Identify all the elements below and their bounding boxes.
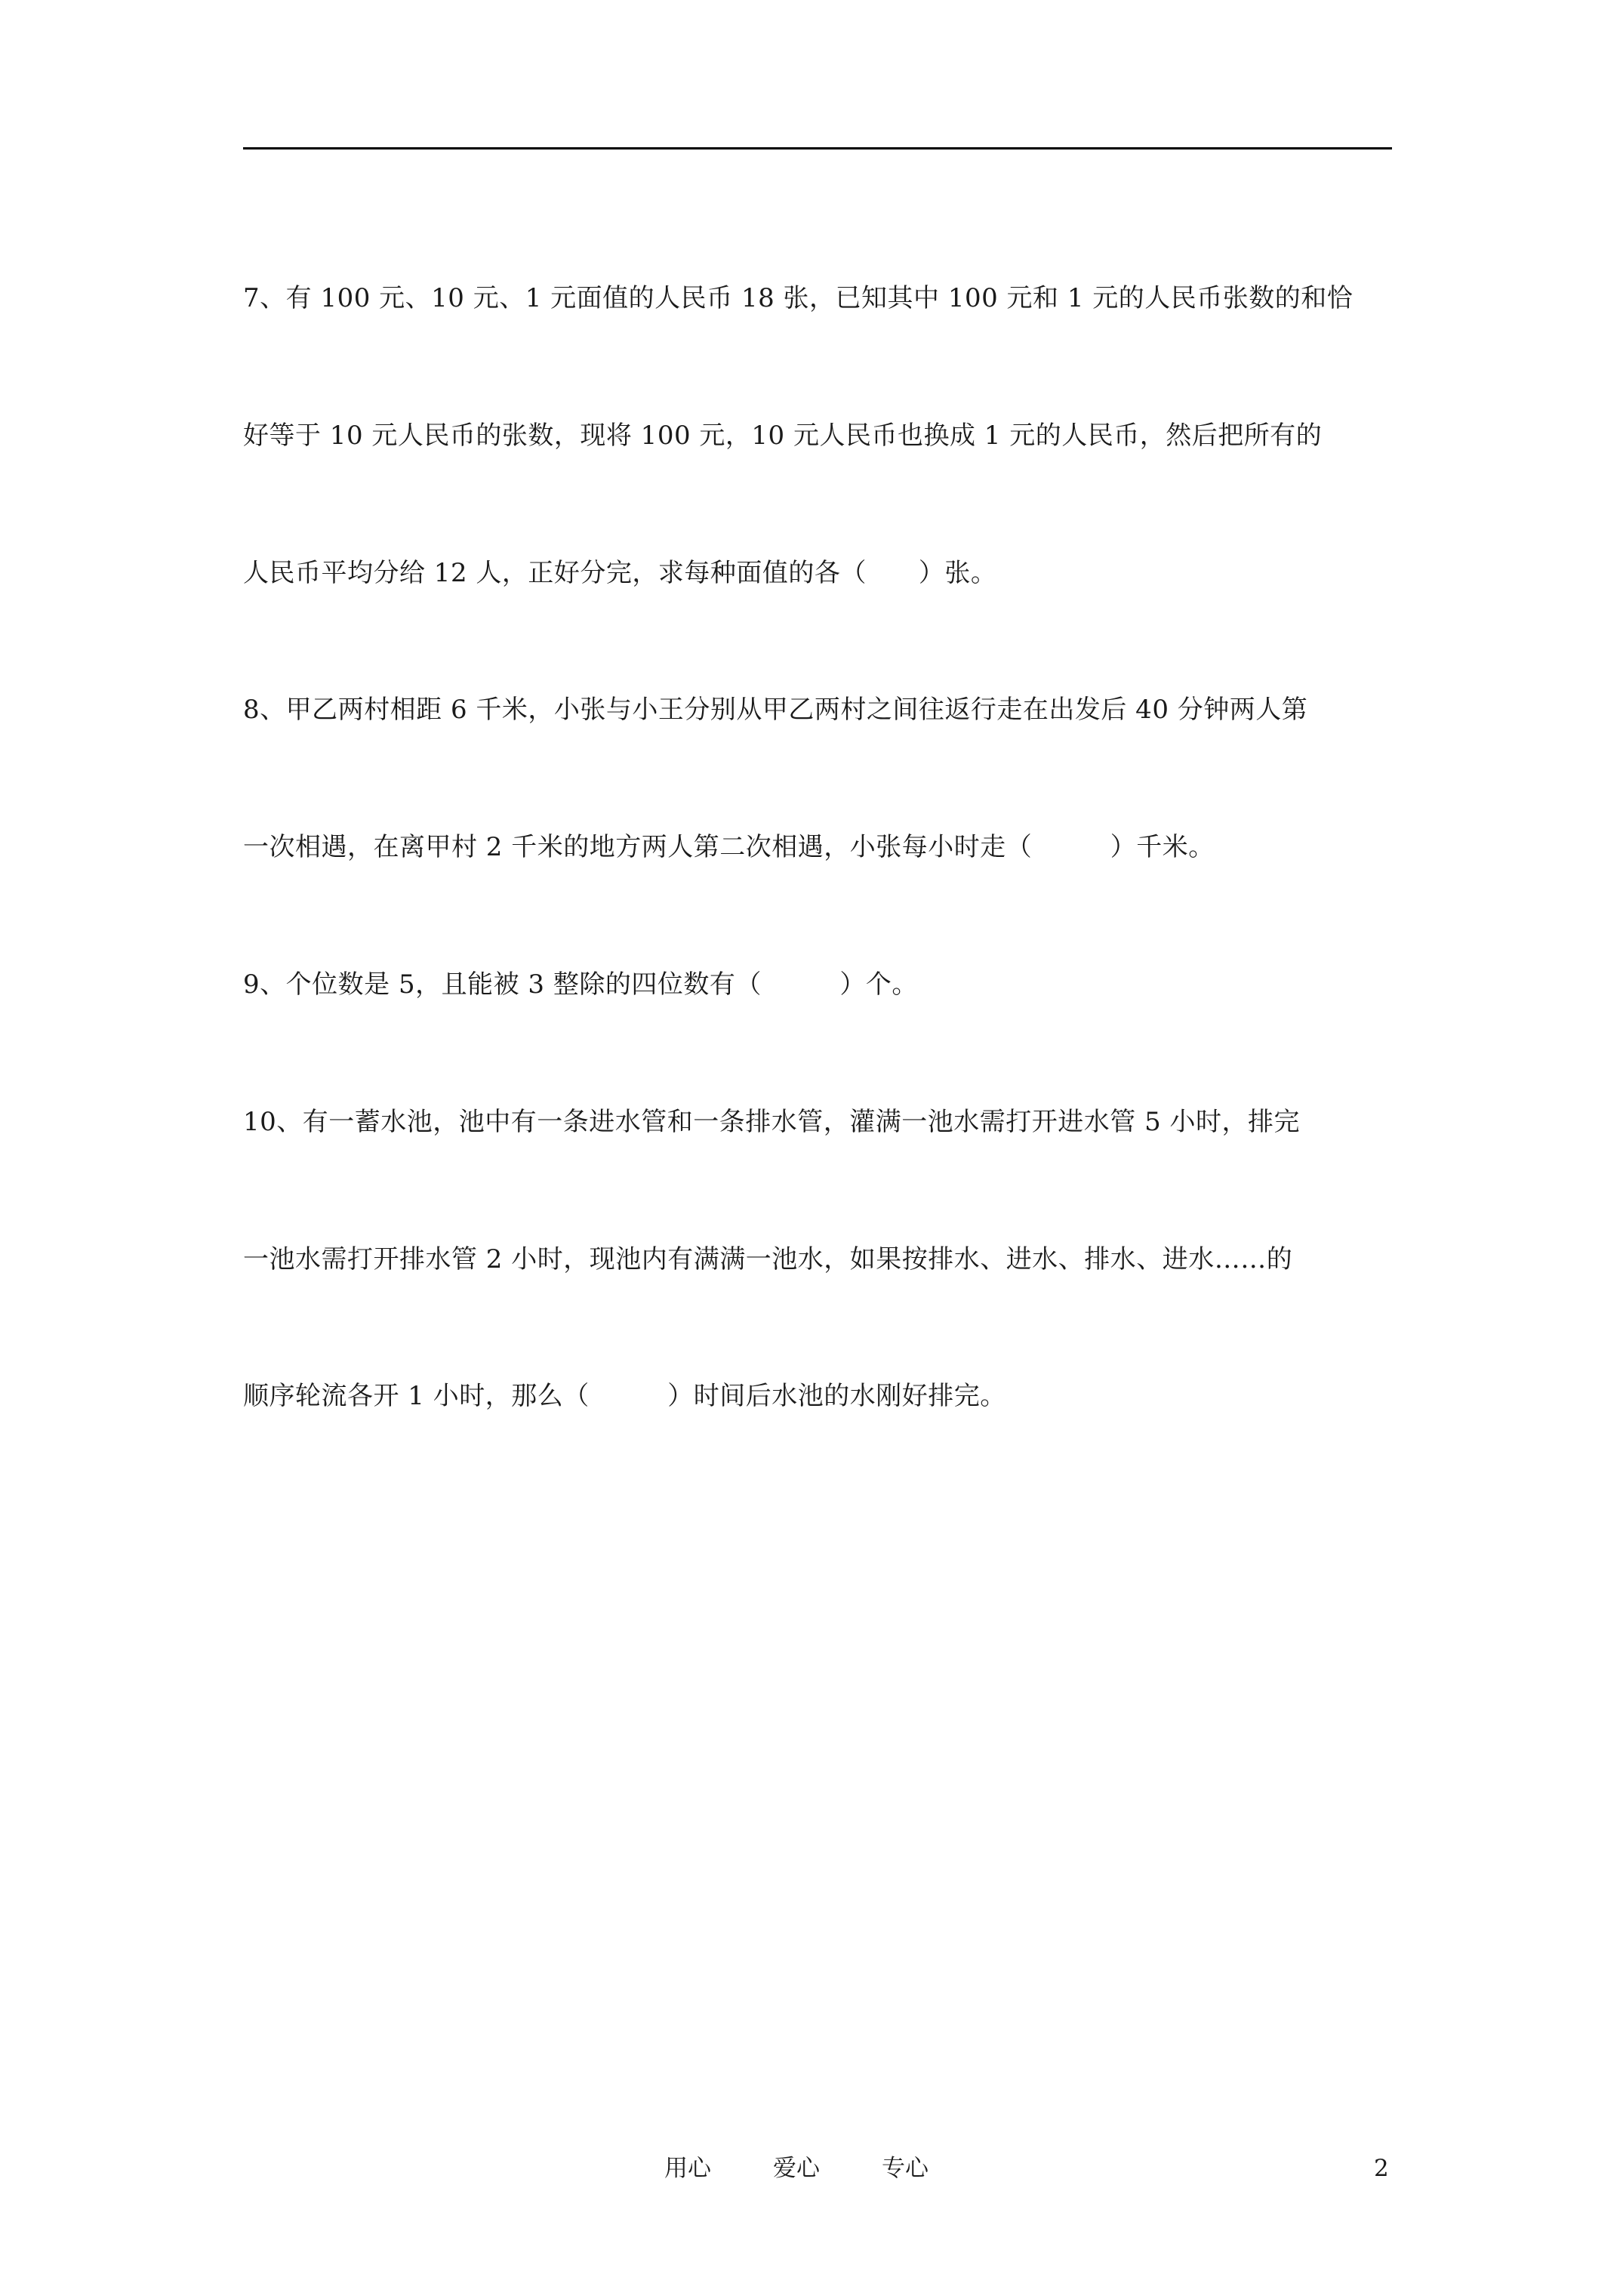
question-10-line-2: 一池水需打开排水管 2 小时，现池内有满满一池水，如果按排水、进水、排水、进水……的: [243, 1244, 1293, 1274]
footer-word: 用心: [664, 2155, 711, 2182]
footer-word: 爱心: [773, 2155, 820, 2182]
question-8-line-2: 一次相遇，在离甲村 2 千米的地方两人第二次相遇，小张每小时走（ ）千米。: [243, 832, 1215, 862]
question-8-line-1: 8、甲乙两村相距 6 千米，小张与小王分别从甲乙两村之间往返行走在出发后 40 分钟两人第: [243, 695, 1308, 725]
question-10-line-3: 顺序轮流各开 1 小时，那么（ ）时间后水池的水刚好排完。: [243, 1381, 1006, 1411]
question-10-line-1: 10、有一蓄水池，池中有一条进水管和一条排水管，灌满一池水需打开进水管 5 小时，排完: [243, 1107, 1301, 1137]
header-rule: [243, 147, 1392, 149]
question-7-line-3: 人民币平均分给 12 人，正好分完，求每种面值的各（ ）张。: [243, 558, 997, 588]
page-number: 2: [1374, 2155, 1389, 2182]
question-7-line-1: 7、有 100 元、10 元、1 元面值的人民币 18 张，已知其中 100 元和 1 元的人民币张数的和恰: [243, 283, 1354, 313]
question-7-line-2: 好等于 10 元人民币的张数，现将 100 元，10 元人民币也换成 1 元的人民币，然后把所有的: [243, 421, 1323, 451]
footer-word: 专心: [882, 2155, 929, 2182]
footer-motto: [664, 2153, 929, 2184]
question-9-line-1: 9、个位数是 5，且能被 3 整除的四位数有（ ）个。: [243, 969, 918, 1000]
